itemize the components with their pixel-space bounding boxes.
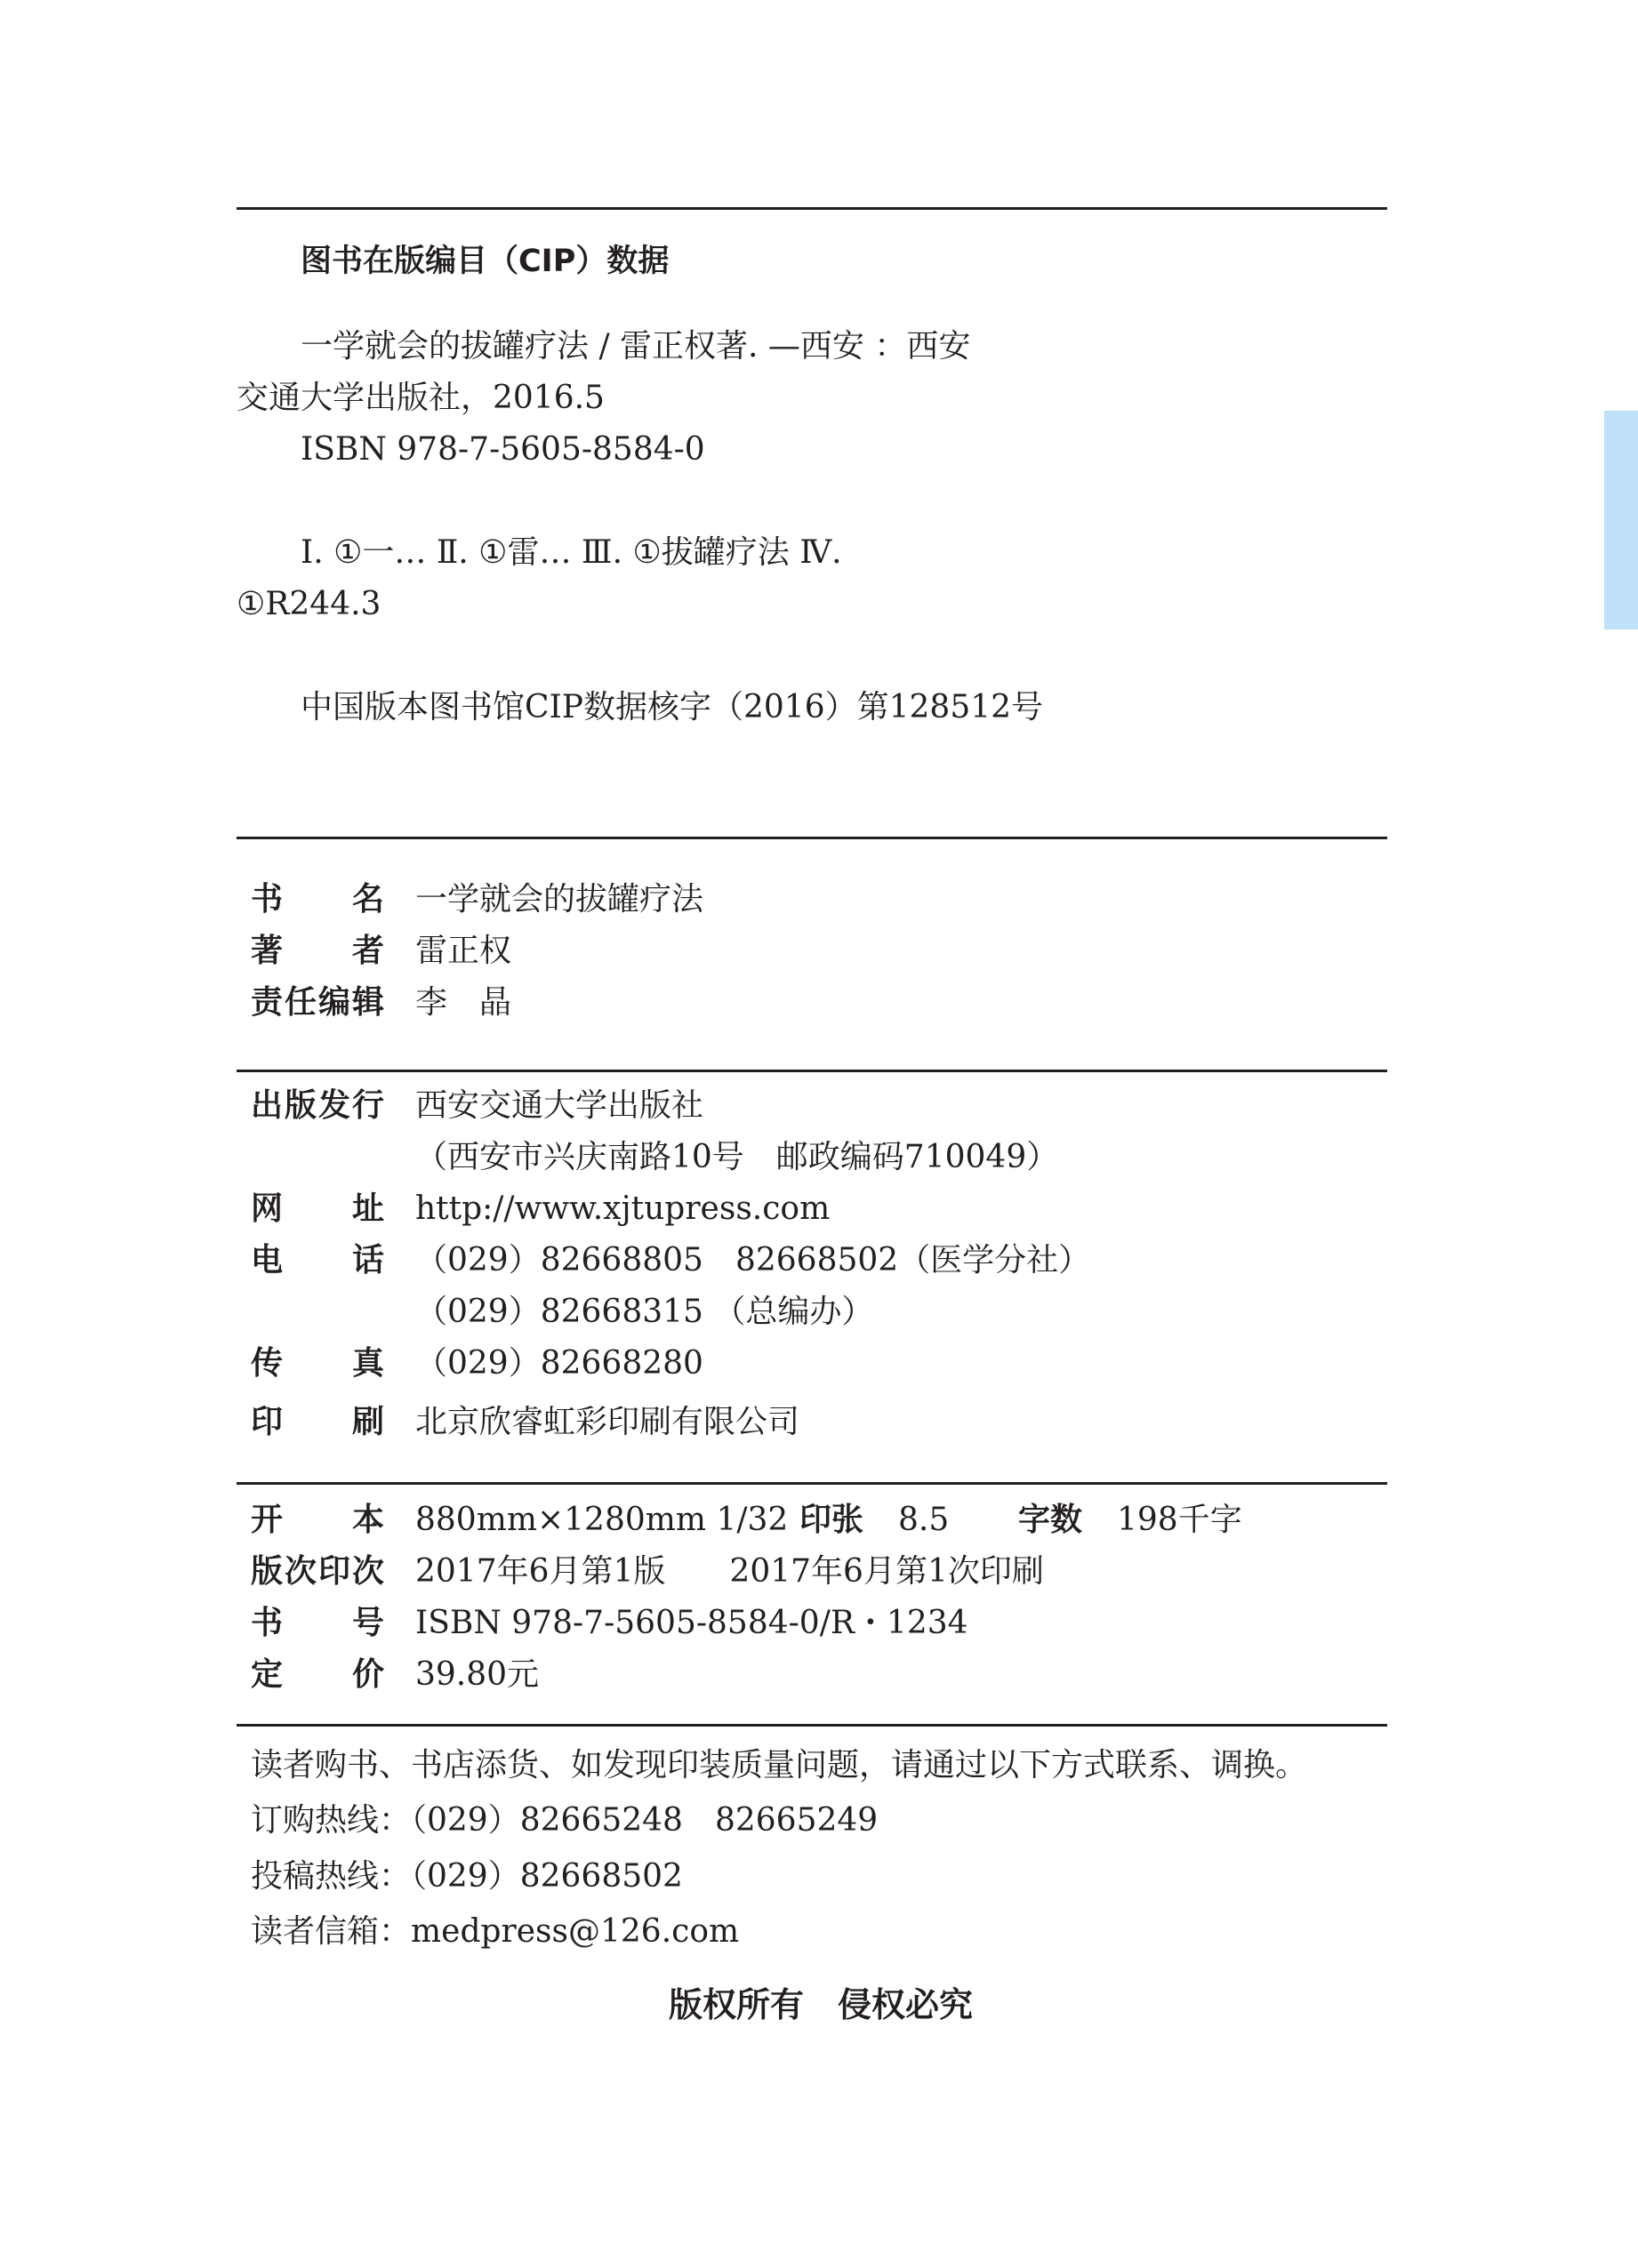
isbn: ISBN 978-7-5605-8584-0/R・1234 (415, 1605, 968, 1641)
author-label: 著 者 (251, 933, 384, 969)
cip-heading: 图书在版编目（CIP）数据 (301, 244, 670, 279)
phone-label: 电 话 (251, 1242, 384, 1278)
book-title-label: 书 名 (251, 881, 384, 918)
book-title: 一学就会的拔罐疗法 (415, 881, 704, 918)
info-rule-2 (237, 1070, 1387, 1072)
cip-title-line: 一学就会的拔罐疗法 / 雷正权著. —西安 ：西安 (301, 328, 971, 365)
author: 雷正权 (415, 933, 512, 969)
fax: （029）82668280 (415, 1345, 703, 1382)
cip-classification-line: Ⅰ. ①一… Ⅱ. ①雷… Ⅲ. ①拔罐疗法 Ⅳ. (301, 534, 842, 571)
sheets-label: 印张 (799, 1502, 864, 1538)
word-count: 198千字 (1117, 1502, 1242, 1538)
isbn-label: 书 号 (251, 1605, 384, 1641)
word-count-label: 字数 (1018, 1502, 1083, 1538)
publisher-address: （西安市兴庆南路10号 邮政编码710049） (415, 1139, 1059, 1175)
info-rule-3 (237, 1482, 1387, 1485)
website: http://www.xjtupress.com (415, 1190, 831, 1227)
cip-classification-code: ①R244.3 (237, 586, 381, 622)
website-label: 网 址 (251, 1190, 384, 1227)
format: 880mm×1280mm 1/32 (415, 1502, 789, 1538)
format-label: 开 本 (251, 1502, 384, 1538)
cip-publisher-line: 交通大学出版社，2016.5 (237, 380, 605, 416)
editor-label: 责任编辑 (251, 984, 384, 1021)
reader-notice: 读者购书、书店添货、如发现印装质量问题，请通过以下方式联系、调换。 (251, 1747, 1308, 1783)
edition: 2017年6月第1版 2017年6月第1次印刷 (415, 1553, 1044, 1590)
phone-secondary: （029）82668315 （总编办） (415, 1294, 874, 1330)
fax-label: 传 真 (251, 1345, 384, 1382)
order-hotline: 订购热线：（029）82665248 82665249 (251, 1802, 879, 1839)
side-tab-marker (1604, 411, 1638, 629)
editor: 李 晶 (415, 984, 512, 1021)
submission-hotline: 投稿热线：（029）82668502 (251, 1858, 683, 1895)
publisher-label: 出版发行 (251, 1087, 384, 1124)
sheets: 8.5 (898, 1502, 950, 1538)
cip-record-number: 中国版本图书馆CIP数据核字（2016）第128512号 (301, 689, 1044, 725)
cip-isbn-line: ISBN 978-7-5605-8584-0 (301, 431, 705, 468)
publisher-name: 西安交通大学出版社 (415, 1087, 704, 1124)
copyright-notice: 版权所有 侵权必究 (669, 1985, 974, 2024)
price-label: 定 价 (251, 1656, 384, 1693)
printer: 北京欣睿虹彩印刷有限公司 (415, 1404, 800, 1440)
edition-label: 版次印次 (251, 1553, 384, 1590)
top-rule (237, 207, 1387, 210)
price: 39.80元 (415, 1656, 540, 1693)
phone-primary: （029）82668805 82668502（医学分社） (415, 1242, 1091, 1278)
info-rule-1 (237, 837, 1387, 839)
info-rule-4 (237, 1724, 1387, 1727)
printer-label: 印 刷 (251, 1404, 384, 1440)
reader-email: 读者信箱：medpress@126.com (251, 1913, 740, 1950)
